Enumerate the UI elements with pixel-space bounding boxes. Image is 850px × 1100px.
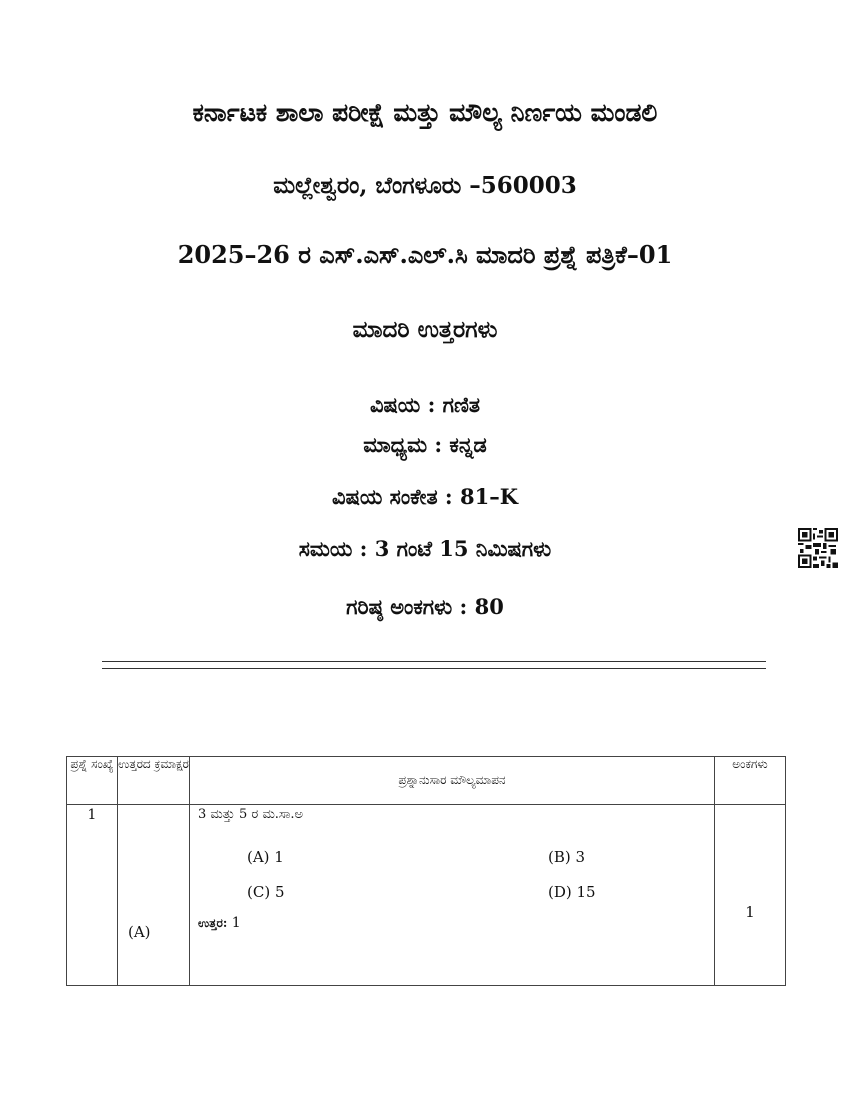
- header-question-no: ಪ್ರಶ್ನೆ ಸಂಖ್ಯೆ: [67, 757, 118, 805]
- board-address: ಮಲ್ಲೇಶ್ವರಂ, ಬೆಂಗಳೂರು –560003: [273, 172, 577, 199]
- max-marks-line: ಗರಿಷ್ಠ ಅಂಕಗಳು : 80: [346, 594, 504, 619]
- answers-title: ಮಾದರಿ ಉತ್ತರಗಳು: [352, 316, 498, 343]
- marks-value: 1: [745, 903, 755, 921]
- marks-cell: [715, 805, 786, 986]
- option-b: (B) 3: [548, 848, 586, 866]
- answer-key-table: [66, 756, 786, 986]
- table-header-row: [67, 757, 786, 805]
- header-answer-no: ಉತ್ತರದ ಕ್ರಮಾಕ್ಷರ: [118, 757, 190, 805]
- question-number: 1: [67, 805, 118, 986]
- header-evaluation-label: ಪ್ರಶ್ನಾನುಸಾರ ಮೌಲ್ಯಮಾಪನ: [398, 773, 506, 787]
- time-line: ಸಮಯ : 3 ಗಂಟೆ 15 ನಿಮಿಷಗಳು: [298, 536, 552, 561]
- divider-line: [102, 661, 766, 662]
- answer-letter: (A): [128, 923, 151, 941]
- option-c: (C) 5: [247, 883, 285, 901]
- option-a: (A) 1: [247, 848, 284, 866]
- subject-code-line: ವಿಷಯ ಸಂಕೇತ : 81–K: [332, 484, 518, 509]
- medium-line: ಮಾಧ್ಯಮ : ಕನ್ನಡ: [363, 432, 487, 457]
- subject-line: ವಿಷಯ : ಗಣಿತ: [369, 392, 481, 417]
- header-evaluation: [190, 757, 715, 805]
- paper-title: 2025–26 ರ ಎಸ್.ಎಸ್.ಎಲ್.ಸಿ ಮಾದರಿ ಪ್ರಶ್ನೆ ಪತ್ರಿಕೆ–01: [177, 240, 673, 269]
- qr-code-icon: [798, 528, 838, 568]
- question-text: 3 ಮತ್ತು 5 ರ ಮ.ಸಾ.ಅ: [198, 807, 304, 822]
- answer-letter-cell: [118, 805, 190, 986]
- board-title: ಕರ್ನಾಟಕ ಶಾಲಾ ಪರೀಕ್ಷೆ ಮತ್ತು ಮೌಲ್ಯ ನಿರ್ಣಯ ಮಂಡಲಿ: [192, 98, 658, 127]
- header-marks: ಅಂಕಗಳು: [715, 757, 786, 805]
- answer-line: [198, 915, 241, 931]
- option-d: (D) 15: [548, 883, 596, 901]
- answer-label: ಉತ್ತರ:: [198, 916, 228, 930]
- table-row: [67, 805, 786, 986]
- evaluation-cell: [190, 805, 715, 986]
- answer-value: 1: [231, 915, 241, 931]
- divider-line: [102, 668, 766, 669]
